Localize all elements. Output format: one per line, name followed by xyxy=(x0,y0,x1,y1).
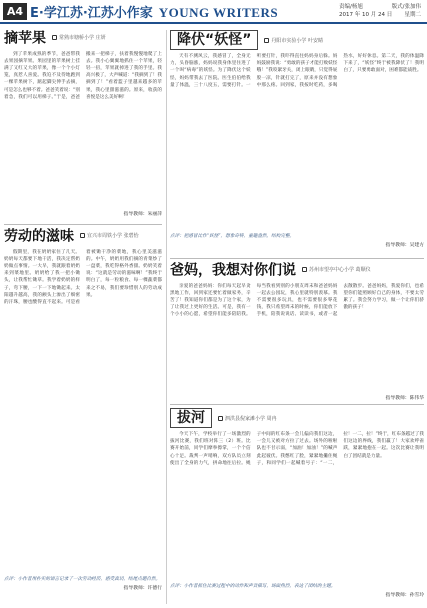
article-title-text: 劳动的滋味 xyxy=(4,228,74,245)
article-body: 到了苹果成熟的季节，爸爸带我去果园摘苹果。果园里的苹果树上挂满了又红又大的苹果，像一个个小灯笼，真惹人喜爱。我迫不及待地跑到一棵苹果树下，踮起脚尖伸手去摘，可是怎么也够不着。爸爸笑着说：“别着急，我们可以用梯子。”于是，爸爸搬来一把梯子，扶着我慢慢地爬了上去。我小心翼翼地抓住一个苹果，轻轻一扭，苹果就掉进了我的手里。我高兴极了，大声喊道：“我摘到了！我摘到了！”看着篮子里越来越多的苹果，我心里甜滋滋的。原来，收获的喜悦是这么美好啊！ xyxy=(4,51,162,100)
article-body: 假期里，我在奶奶家住了几天。奶奶每天都要下地干活，我决定帮奶奶做点事情。一大早，我就跟着奶奶来到菜地里。奶奶给了我一把小锄头，让我帮忙锄草。我学着奶奶的样子，弯下腰，一下一下地锄起来。太阳越升越高，我的额头上渗出了细密的汗珠，腰也酸得直不起来。可是看着被锄干净的菜地，我心里美滋滋的。中午，奶奶用我们摘的青菜炒了一盘菜，我吃得格外香甜。奶奶笑着说：“这就是劳动的滋味啊！”我终于明白了，每一粒粮食、每一棵蔬菜都来之不易，我们要珍惜别人的劳动成果。 xyxy=(4,249,162,305)
article-byline xyxy=(218,415,277,422)
article-title xyxy=(4,30,162,48)
article-title-text: 爸妈，我想对你们说 xyxy=(170,262,296,279)
byline-text: 苏州市望亭中心小学 葛顺仪 xyxy=(309,267,371,273)
article-body: 亲爱的爸爸妈妈：你们每天起早贪黑地工作，回到家还要忙着做家务，辛苦了！我知道你们都是为了这个家，为了让我过上更好的生活。可是，我有一个小小的心愿，希望你们能多陪陪我。每当我看到别的小朋友周末和爸爸妈妈一起去公园玩，我心里就特别羡慕。我不需要很多玩具，也不需要很多零花钱，我只希望周末的时候，你们能放下手机，陪我说说话、读读书，或者一起去散散步。爸爸妈妈，我爱你们，也希望你们能照顾好自己的身体，不要太劳累了。我会努力学习，做一个让你们骄傲的孩子！ xyxy=(170,283,424,318)
article-title xyxy=(170,30,424,50)
header-rule xyxy=(0,22,427,24)
divider xyxy=(4,224,162,225)
article-comment: 点评：小作者用朴实的语言记录了一次劳动经历，感受真切，结尾点题自然。 xyxy=(4,576,161,582)
article-body: 天有不测风云，我感冒了，全身无力，头昏脑涨，妈妈说我身体里住进了一个叫“病毒”的妖怪。为了降伏这个妖怪，妈妈带我去了医院。医生伯伯给我量了体温，三十八度五，需要打针。一听要打针，我吓得直往妈妈身后躲。妈妈鼓励我说：“勇敢的孩子才能打败妖怪哦！”我咬紧牙关，闭上眼睛，只觉得屁股一凉，针就打完了，原来并没有想象中那么疼。回到家，我按时吃药，多喝热水，好好休息。第二天，我的体温降下来了，“妖怪”终于被我降伏了！我明白了，只要勇敢面对，困难都能战胜。 xyxy=(170,54,424,88)
article-title-text: 摘苹果 xyxy=(4,30,46,47)
teacher-credit: 指导教师：陈伟华 xyxy=(385,395,424,401)
divider xyxy=(170,258,424,259)
issue-weekday: 星期二 xyxy=(404,12,421,18)
teacher-credit: 指导教师：孙雪玲 xyxy=(385,593,424,598)
article-laodong xyxy=(4,228,162,604)
article-comment: 点评：小作者抓住比赛过程中的动作和声音描写，场面热烈，表达了团结的主题。 xyxy=(170,584,336,589)
byline-text: 宜兴市周铁小学 张碧怡 xyxy=(87,233,139,239)
author-icon xyxy=(80,233,85,238)
editor-label: 责编/杨旭 xyxy=(339,4,363,10)
article-yaoguai xyxy=(170,30,424,256)
page-number: A4 xyxy=(3,3,27,20)
article-pingguo xyxy=(4,30,162,220)
article-byline xyxy=(302,267,371,273)
article-comment: 点评：把感冒比作“妖怪”，想象奇特，童趣盎然，结构完整。 xyxy=(170,234,295,239)
issue-meta xyxy=(339,3,421,19)
byline-text: 常熟市塘桥小学 庄妍 xyxy=(59,35,106,41)
article-body: 今天下午，学校举行了一场激烈的拔河比赛，我们班对阵三（2）班。比赛开始前，同学们摩拳擦掌，一个个信心十足。裁判一声哨响，双方队员立刻使出了全身的力气，拼命地往后拉。绳子中间的红布条一会儿偏向我们这边，一会儿又被对方拉了过去。场外的啦啦队也不甘示弱，“加油！加油！”的喊声此起彼伏。我憋红了脸，紧紧地攥住绳子，和同学们一起喊着号子：“一二，拉！一二，拉！”终于，红布条越过了我们这边的界线，我们赢了！大家欢呼雀跃，紧紧地抱在一起。这次比赛让我明白了团结就是力量。 xyxy=(170,432,424,466)
section-title xyxy=(30,2,278,21)
article-title xyxy=(170,262,424,280)
article-byline xyxy=(264,37,323,44)
article-byline xyxy=(80,233,139,239)
byline-text: 丹阳市实验小学 叶安睛 xyxy=(271,37,323,44)
article-baba xyxy=(170,262,424,402)
divider xyxy=(170,404,424,405)
column-divider xyxy=(166,30,167,604)
author-icon xyxy=(218,416,223,421)
article-title-text: 降伏“妖怪” xyxy=(170,30,258,50)
page-header xyxy=(0,0,427,24)
issue-date: 2017 年 10 月 24 日 xyxy=(339,12,393,18)
section-name-en: YOUNG WRITERS xyxy=(158,5,279,20)
byline-text: 泗洪县倪家滩小学 周冉 xyxy=(225,415,277,422)
article-title-text: 拔河 xyxy=(170,408,212,428)
article-title xyxy=(4,228,162,246)
section-name: E·学江苏·江苏小作家 xyxy=(30,6,153,21)
design-label: 版式/张加伟 xyxy=(391,4,421,10)
teacher-credit: 指导教师：许德行 xyxy=(123,585,162,591)
author-icon xyxy=(52,35,57,40)
author-icon xyxy=(264,38,269,43)
teacher-credit: 指导教师：朱丽萍 xyxy=(123,211,162,217)
teacher-credit: 指导教师：吴建方 xyxy=(385,243,424,248)
article-title xyxy=(170,408,424,428)
author-icon xyxy=(302,267,307,272)
article-byline xyxy=(52,35,106,41)
article-bahe xyxy=(170,408,424,604)
